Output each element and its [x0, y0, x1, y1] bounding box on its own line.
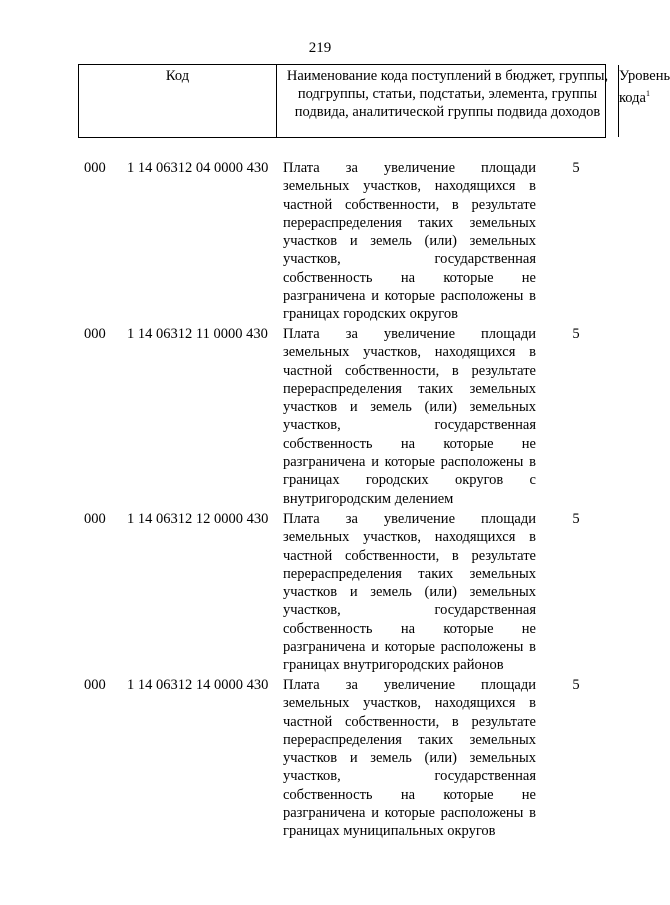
revenue-code: 1 14 06312 14 0000 430	[127, 677, 269, 693]
code-level: 5	[572, 511, 580, 527]
code-prefix: 000	[84, 160, 106, 176]
code-prefix: 000	[84, 511, 106, 527]
revenue-name: Плата за увеличение площади земельных участков, находящихся в частной собственности, в результате перераспределения таких земельных участков и земель (или) земельных участков, государственная собственность на которые не разграничена и которые расположены в границах муниципальных округов	[283, 677, 536, 840]
code-prefix: 000	[84, 677, 106, 693]
footnote-mark: 1	[645, 89, 650, 98]
page-number: 219	[308, 40, 332, 56]
revenue-name: Плата за увеличение площади земельных участков, находящихся в частной собственности, в результате перераспределения таких земельных участков и земель (или) земельных участков, государственная собственность на которые не разграничена и которые расположены в границах городских округов с внутригородским делением	[283, 326, 536, 507]
revenue-name: Плата за увеличение площади земельных участков, находящихся в частной собственности, в результате перераспределения таких земельных участков и земель (или) земельных участков, государственная собственность на которые не разграничена и которые расположены в границах внутригородских районов	[283, 511, 536, 674]
code-level: 5	[572, 677, 580, 693]
revenue-code: 1 14 06312 12 0000 430	[127, 511, 269, 527]
code-prefix: 000	[84, 326, 106, 342]
code-level: 5	[572, 160, 580, 176]
revenue-code: 1 14 06312 11 0000 430	[127, 326, 268, 342]
table-header	[78, 64, 670, 138]
code-level: 5	[572, 326, 580, 342]
header-name: Наименование кода поступлений в бюджет, группы, подгруппы, статьи, подстатьи, элемента, группы подвида, аналитической группы подвида доходов	[276, 65, 618, 137]
header-level	[618, 65, 670, 137]
header-level-label: Уровень кода	[619, 68, 670, 106]
revenue-code: 1 14 06312 04 0000 430	[127, 160, 269, 176]
header-code: Код	[165, 68, 190, 84]
revenue-name: Плата за увеличение площади земельных участков, находящихся в частной собственности, в результате перераспределения таких земельных участков и земель (или) земельных участков, государственная собственность на которые не разграничена и которые расположены в границах городских округов	[283, 160, 536, 323]
